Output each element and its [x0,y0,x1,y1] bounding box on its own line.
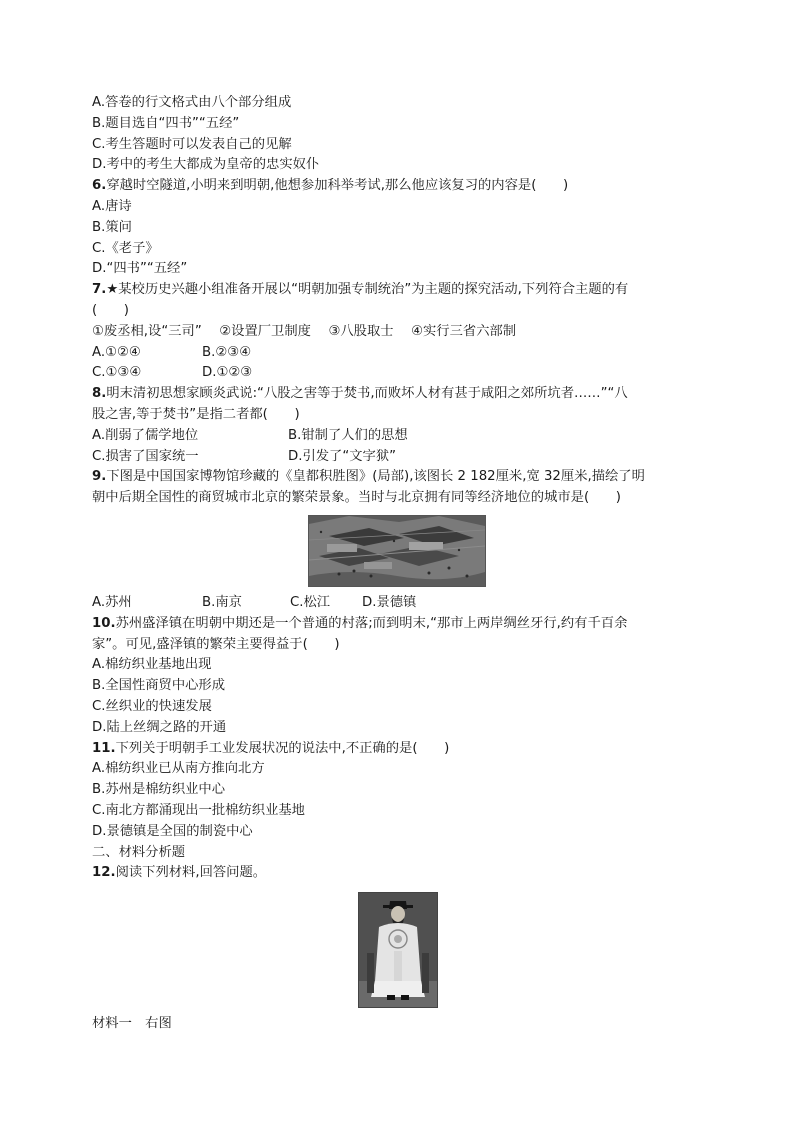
q11-option-d: D.景德镇是全国的制瓷中心 [92,823,253,839]
q9-text-line2: 朝中后期全国性的商贸城市北京的繁荣景象。当时与北京拥有同等经济地位的城市是( ) [92,490,621,506]
q8-stem [92,384,704,405]
q7-options-row2 [92,363,704,384]
q8-option-d: D.引发了“文字狱” [288,448,397,464]
q12-stem [92,863,704,884]
q9-option-d: D.景德镇 [362,594,417,610]
q6-number: 6. [92,178,107,194]
q8-text-line1: 明末清初思想家顾炎武说:“八股之害等于焚书,而败坏人材有甚于咸阳之郊所坑者……”“八 [106,386,628,402]
q7-stem [92,280,704,301]
q5-option-a: A.答卷的行文格式由八个部分组成 [92,95,292,110]
q7-options-row1 [92,343,704,364]
q11-option-c: C.南北方都涌现出一批棉纺织业基地 [92,802,305,818]
worksheet-page [92,93,704,1035]
q7-number: 7. [92,282,107,298]
q7-items: ①废丞相,设“三司” ②设置厂卫制度 ③八股取士 ④实行三省六部制 [92,323,517,339]
q8-option-c: C.损害了国家统一 [92,448,199,464]
q6-option-a: A.唐诗 [92,198,132,214]
q5-option-b: B.题目选自“四书”“五经” [92,115,240,131]
painting-image [308,515,486,587]
q10-text-line2: 家”。可见,盛泽镇的繁荣主要得益于( ) [92,636,340,652]
q10-option-b: B.全国性商贸中心形成 [92,678,226,694]
q10-stem [92,614,704,635]
q9-options-row [92,593,704,614]
q6-option-d: D.“四书”“五经” [92,261,188,277]
q10-number: 10. [92,615,116,631]
q8-option-b: B.钳制了人们的思想 [288,427,408,443]
q6-stem [92,176,704,197]
emperor-portrait-image [358,892,438,1008]
q10-option-c: C.丝织业的快速发展 [92,698,212,714]
q5-option-d: D.考中的考生大都成为皇帝的忠实奴仆 [92,157,320,173]
q10-text-line1: 苏州盛泽镇在明朝中期还是一个普通的村落;而到明末,“那市上两岸绸丝牙行,约有千百余 [115,615,628,631]
material-one-label: 材料一 右图 [92,1016,172,1032]
q11-option-a: A.棉纺织业已从南方推向北方 [92,761,265,777]
q7-text-line1: ★某校历史兴趣小组准备开展以“明朝加强专制统治”为主题的探究活动,下列符合主题的有 [106,282,629,298]
q11-text: 下列关于明朝手工业发展状况的说法中,不正确的是( ) [115,740,450,756]
q7-option-d: D.①②③ [202,365,253,381]
q11-stem [92,739,704,760]
q6-text: 穿越时空隧道,小明来到明朝,他想参加科举考试,那么他应该复习的内容是( ) [106,178,569,194]
q7-option-a: A.①②④ [92,344,141,360]
q5-option-c: C.考生答题时可以发表自己的见解 [92,136,292,152]
q8-number: 8. [92,386,107,402]
section-heading: 二、材料分析题 [92,844,186,860]
q9-option-c: C.松江 [290,594,331,610]
q6-option-c: C.《老子》 [92,240,159,256]
q9-option-b: B.南京 [202,594,242,610]
q8-text-line2: 股之害,等于焚书”是指二者都( ) [92,406,300,422]
q9-stem [92,467,704,488]
q10-option-a: A.棉纺织业基地出现 [92,657,212,673]
painting-illustration [309,516,485,586]
q12-number: 12. [92,865,116,881]
q8-options-row2 [92,447,704,468]
q10-option-d: D.陆上丝绸之路的开通 [92,719,227,735]
q9-option-a: A.苏州 [92,594,132,610]
q7-text-line2: ( ) [92,302,129,318]
q11-number: 11. [92,740,116,756]
q11-option-b: B.苏州是棉纺织业中心 [92,782,226,798]
q7-option-c: C.①③④ [92,365,142,381]
portrait-illustration [359,893,437,1007]
q6-option-b: B.策问 [92,219,132,235]
q8-option-a: A.削弱了儒学地位 [92,427,199,443]
q8-options-row1 [92,426,704,447]
q9-text-line1: 下图是中国国家博物馆珍藏的《皇都积胜图》(局部),该图长 2 182厘米,宽 32厘米,描绘了明 [106,469,645,485]
q9-number: 9. [92,469,107,485]
q12-text: 阅读下列材料,回答问题。 [115,865,267,881]
q7-option-b: B.②③④ [202,344,252,360]
